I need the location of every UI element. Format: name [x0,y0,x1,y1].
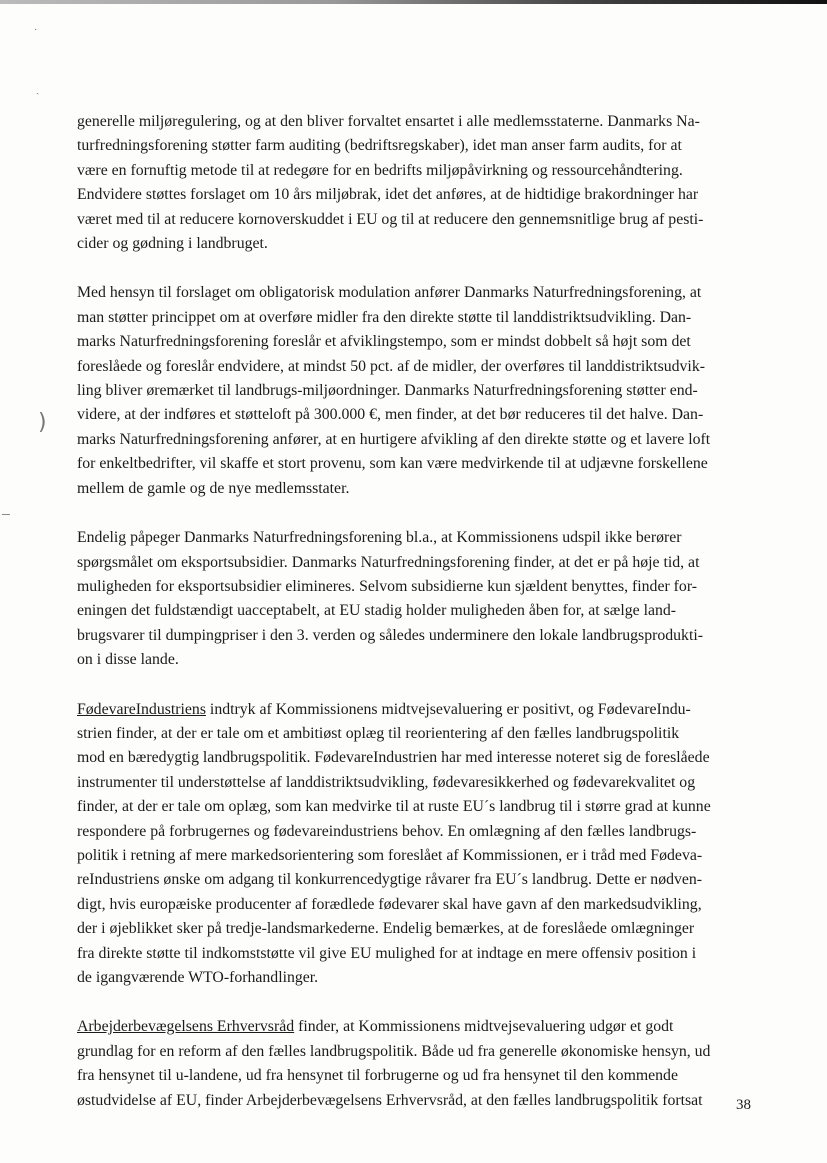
text-line: østudvidelse af EU, finder Arbejderbevægelsens Erhvervsråd, at den fælles landbrugspolitik fortsat [77,1091,703,1109]
page-number: 38 [736,1097,751,1113]
text-line: Med hensyn til forslaget om obligatorisk modulation anfører Danmarks Naturfredningsforening, at [77,284,702,302]
text-line: reIndustriens ønske om adgang til konkurrencedygtige råvarer fra EU´s landbrug. Dette er nødven- [77,871,703,889]
text-line: Endvidere støttes forslaget om 10 års miljøbrak, idet det anføres, at de hidtidige brakordninger har [77,186,699,204]
text-line: generelle miljøregulering, og at den bliver forvaltet ensartet i alle medlemsstaterne. Danmarks Na- [77,113,700,130]
paragraph-4 [77,698,763,991]
text-line [77,698,763,722]
text-line: mellem de gamle og de nye medlemsstater. [77,479,350,497]
scan-speck: ˙ [34,28,38,39]
text-line: spørgsmålet om eksportsubsidier. Danmarks Naturfredningsforening finder, at det er på høje tid, at [77,553,700,571]
text-line: være en fornuftig metode til at redegøre for en bedrifts miljøpåvirkning og ressourcehåndtering. [77,161,683,179]
text-line: politik i retning af mere markedsorientering som foreslået af Kommissionen, er i tråd med Fødeva- [77,846,703,864]
text-line: grundlag for en reform af den fælles landbrugspolitik. Både ud fra generelle økonomiske hensyn, ud [77,1042,711,1060]
scan-speck: ˏ [36,84,40,95]
text-line: finder, at der er tale om oplæg, som kan medvirke til at ruste EU´s landbrug til i større grad at kunne [77,798,711,816]
text-line: foreslåede og foreslår endvidere, at mindst 50 pct. af de midler, der overføres til landdistriktsudvik- [77,357,705,375]
text-line: mod en bæredygtig landbrugspolitik. FødevareIndustrien har med interesse noteret sig de foreslåede [77,749,710,767]
text-line: ling bliver øremærket til landbrugs-miljøordninger. Danmarks Naturfredningsforening støtter end- [77,382,698,400]
text-line: on i disse lande. [77,651,179,669]
text-line: cider og gødning i landbruget. [77,235,268,253]
text-line: været med til at reducere kornoverskuddet i EU og til at reducere den gennemsnitlige brug af pesti- [77,210,704,228]
body-text [77,110,763,1113]
text-line: videre, at der indføres et støtteloft på 300.000 €, men finder, at det bør reduceres til det halve. Dan- [77,406,704,424]
text-line: respondere på forbrugernes og fødevareindustriens behov. En omlægning af den fælles landbrugs- [77,822,697,840]
text-line: muligheden for eksportsubsidier elimineres. Selvom subsidierne kun sjældent benyttes, finder for- [77,577,698,595]
paragraph-1 [77,110,763,256]
text-line: marks Naturfredningsforening foreslår et afviklingstempo, som er mindst dobbelt så højt som det [77,333,691,351]
text-line: for enkeltbedrifter, vil skaffe et stort provenu, som kan være medvirkende til at udjævne forskellene [77,455,708,473]
text-fragment: indtryk af Kommissionens midtvejsevaluering er positivt, og FødevareIndu- [205,700,691,718]
text-line: strien finder, at der er tale om et ambitiøst oplæg til reorientering af den fælles landbrugspolitik [77,724,680,742]
text-line: fra direkte støtte til indkomststøtte vil give EU mulighed for at indtage en mere offensiv position i [77,944,697,962]
organisation-name-underlined: FødevareIndustriens [77,700,206,718]
text-line: fra hensynet til u-landene, ud fra hensynet til forbrugerne og ud fra hensynet til den kommende [77,1067,678,1085]
scan-tick-mark [2,514,10,515]
text-line: de igangværende WTO-forhandlinger. [77,969,319,986]
text-line: instrumenter til understøttelse af landdistriktsudvikling, fødevaresikkerhed og fødevarekvalitet og [77,773,696,791]
text-line: Endelig påpeger Danmarks Naturfredningsforening bl.a., at Kommissionens udspil ikke berører [77,529,682,547]
paragraph-5 [77,1015,763,1113]
text-line: der i øjeblikket sker på tredje-landsmarkederne. Endelig bemærkes, at de foreslåede omlægninger [77,920,695,938]
text-line: eningen det fuldstændigt uacceptabelt, at EU stadig holder muligheden åben for, at sælge land- [77,602,677,620]
paragraph-3 [77,526,763,672]
text-line: man støtter princippet om at overføre midler fra den direkte støtte til landdistriktsudvikling. Dan- [77,308,692,326]
text-line: digt, hvis europæiske producenter af forædlede fødevarer skal have gavn af den markedsudvikling, [77,895,702,913]
text-fragment: finder, at Kommissionens midtvejsevaluering udgør et godt [294,1018,674,1036]
scan-bracket-mark: ) [38,410,47,435]
text-line: turfredningsforening støtter farm auditing (bedriftsregskaber), idet man anser farm audits, for at [77,137,682,155]
text-line: brugsvarer til dumpingpriser i den 3. verden og således underminere den lokale landbrugsprodukti- [77,626,703,644]
text-line: marks Naturfredningsforening anfører, at en hurtigere afvikling af den direkte støtte og et lavere loft [77,430,711,448]
organisation-name-underlined: Arbejderbevægelsens Erhvervsråd [77,1018,295,1036]
scan-edge [0,0,827,4]
text-line [77,1015,763,1039]
paragraph-2 [77,281,763,501]
